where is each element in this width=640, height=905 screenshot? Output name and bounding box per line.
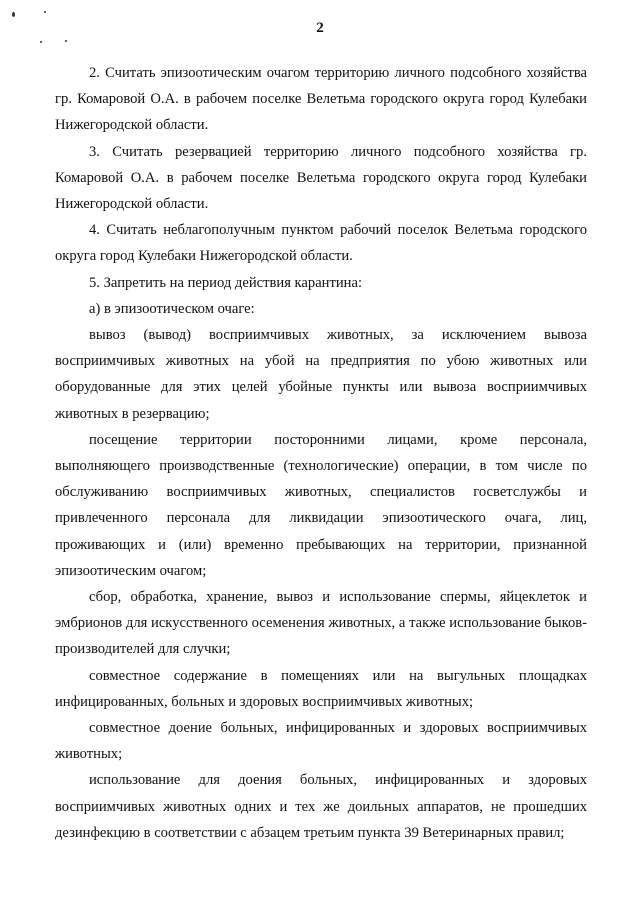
prohibition-milking-equipment: использование для доения больных, инфицированных и здоровых восприимчивых животных одних и тех же доильных аппаратов, не прошедших дезинфекцию в соответствии с абзацем третьим пункта 39 Ветеринарных правил;	[55, 772, 587, 841]
paragraph-item-5: 5. Запретить на период действия карантина:	[89, 274, 363, 291]
document-body	[55, 60, 587, 846]
prohibition-joint-milking: совместное доение больных, инфицированных и здоровых восприимчивых животных;	[55, 720, 587, 763]
scan-speck	[65, 40, 67, 42]
subsection-heading: а) в эпизоотическом очаге:	[89, 300, 255, 317]
scan-speck	[12, 12, 15, 17]
prohibition-joint-keeping: совместное содержание в помещениях или на выгульных площадках инфицированных, больных и здоровых восприимчивых животных;	[55, 667, 587, 710]
scan-speck	[44, 11, 46, 13]
scan-speck	[40, 41, 42, 43]
prohibition-removal: вывоз (вывод) восприимчивых животных, за исключением вывоза восприимчивых животных на убой на предприятия по убою животных или оборудованные для этих целей убойные пункты или вывоза восприимчивых животных в резервацию;	[55, 327, 587, 422]
paragraph-item-2: 2. Считать эпизоотическим очагом территорию личного подсобного хозяйства гр. Комаровой О.А. в рабочем поселке Велетьма городского округа город Кулебаки Нижегородской области.	[55, 65, 587, 134]
page-number: 2	[316, 20, 324, 36]
paragraph-item-3: 3. Считать резервацией территорию личного подсобного хозяйства гр. Комаровой О.А. в рабочем поселке Велетьма городского округа город Кулебаки Нижегородской области.	[55, 143, 587, 213]
paragraph-item-4: 4. Считать неблагополучным пунктом рабочий поселок Велетьма городского округа город Кулебаки Нижегородской области.	[55, 222, 587, 265]
prohibition-semen: сбор, обработка, хранение, вывоз и использование спермы, яйцеклеток и эмбрионов для искусственного осеменения животных, а также использование быков-производителей для случки;	[55, 589, 587, 658]
prohibition-visits: посещение территории посторонними лицами, кроме персонала, выполняющего производственные (технологические) операции, в том числе по обслуживанию восприимчивых животных, специалистов госветслужбы и привлеченного персонала для ликвидации эпизоотического очага, лиц, проживающих и (или) временно пребывающих на территории, признанной эпизоотическим очагом;	[55, 431, 587, 579]
